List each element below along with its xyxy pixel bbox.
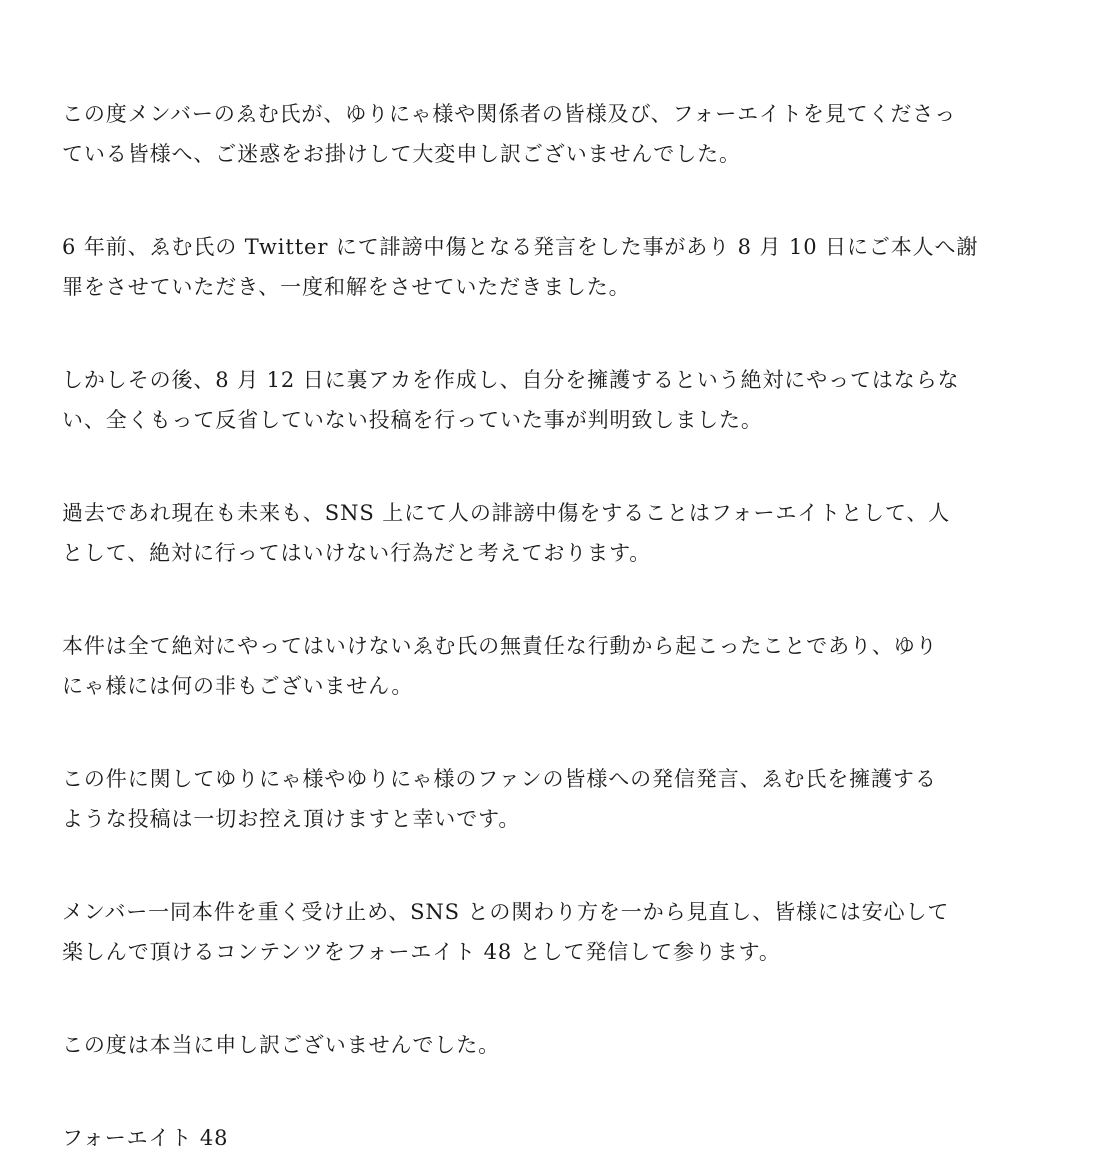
paragraph-line: この度メンバーのゑむ氏が、ゆりにゃ様や関係者の皆様及び、フォーエイトを見てくださっ [62,102,957,126]
paragraph-line: 楽しんで頂けるコンテンツをフォーエイト 48 として発信して参ります。 [62,940,781,964]
signature [62,1118,1042,1158]
paragraph-line: ている皆様へ、ご迷惑をお掛けして大変申し訳ございませんでした。 [62,142,741,166]
paragraph-line: 罪をさせていただき、一度和解をさせていただきました。 [62,275,631,299]
paragraph-line: 過去であれ現在も未来も、SNS 上にて人の誹謗中傷をすることはフォーエイトとして、人 [62,501,951,525]
paragraph-line: 本件は全て絶対にやってはいけないゑむ氏の無責任な行動から起こったことであり、ゆり [62,634,938,658]
paragraph-line: にゃ様には何の非もございません。 [62,674,414,698]
paragraph-line: ような投稿は一切お控え頂けますと幸いです。 [62,807,521,831]
paragraph-2 [62,227,1042,307]
paragraph-6 [62,759,1042,839]
paragraph-8 [62,1025,1042,1065]
paragraph-1 [62,94,1042,174]
paragraph-line: この度は本当に申し訳ございませんでした。 [62,1033,500,1057]
paragraph-3 [62,360,1042,440]
paragraph-line: メンバー一同本件を重く受け止め、SNS との関わり方を一から見直し、皆様には安心して [62,900,950,924]
paragraph-line: 6 年前、ゑむ氏の Twitter にて誹謗中傷となる発言をした事があり 8 月 10 日にご本人へ謝 [62,235,979,259]
signature-text: フォーエイト 48 [62,1126,229,1150]
apology-statement [62,94,1042,1158]
paragraph-7 [62,892,1042,972]
paragraph-line: この件に関してゆりにゃ様やゆりにゃ様のファンの皆様への発信発言、ゑむ氏を擁護する [62,767,937,791]
paragraph-4 [62,493,1042,573]
paragraph-line: い、全くもって反省していない投稿を行っていた事が判明致しました。 [62,408,763,432]
paragraph-5 [62,626,1042,706]
paragraph-line: として、絶対に行ってはいけない行為だと考えております。 [62,541,652,565]
paragraph-line: しかしその後、8 月 12 日に裏アカを作成し、自分を擁護するという絶対にやってはならな [62,368,960,392]
